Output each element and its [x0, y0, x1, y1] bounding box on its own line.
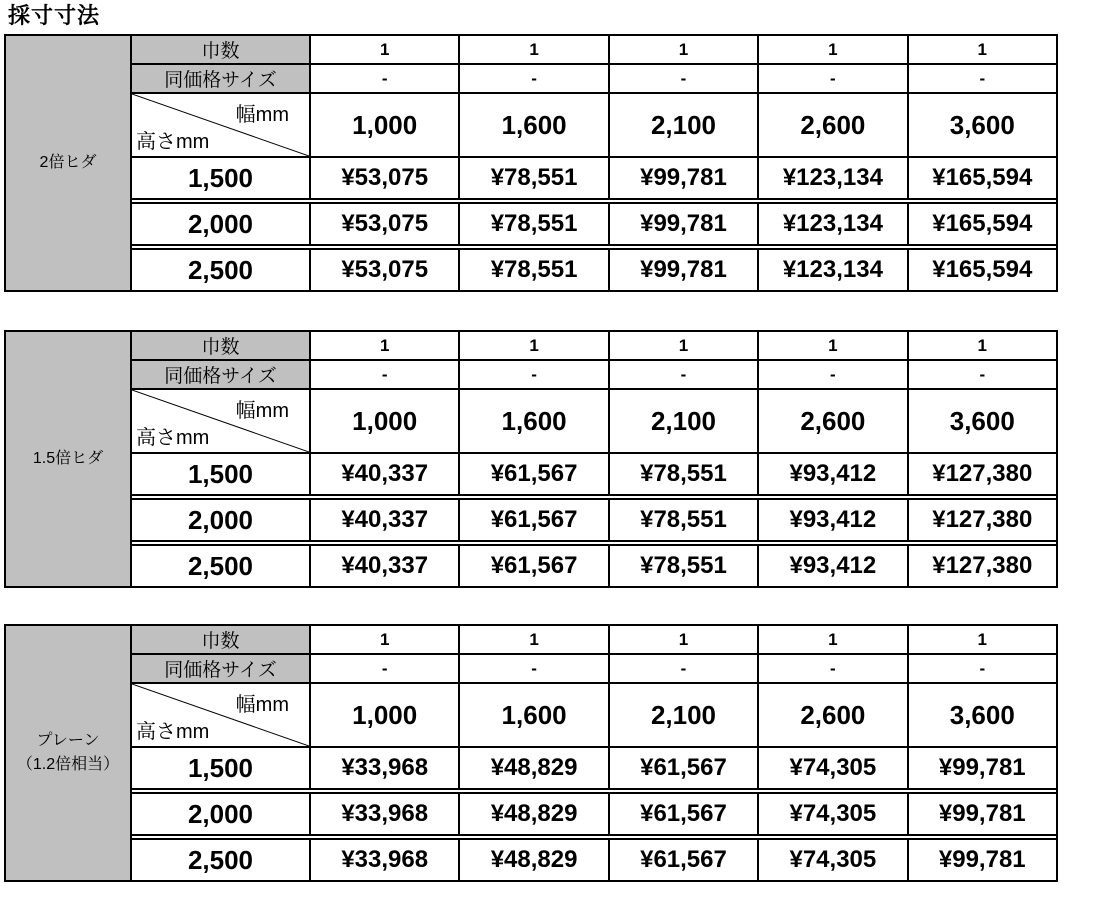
height-value: 2,000 — [131, 203, 310, 245]
height-value: 2,500 — [131, 249, 310, 291]
width-value: 3,600 — [908, 683, 1057, 747]
width-value: 1,600 — [459, 93, 608, 157]
price-table-2x-pleat — [4, 34, 1058, 292]
count-label: 巾数 — [131, 331, 310, 360]
same-size-label: 同価格サイズ — [131, 360, 310, 389]
price-cell: ¥78,551 — [609, 545, 758, 587]
width-value: 3,600 — [908, 389, 1057, 453]
price-cell: ¥74,305 — [758, 839, 907, 881]
table-row — [5, 793, 1057, 835]
count-cell: 1 — [310, 331, 459, 360]
price-cell: ¥78,551 — [459, 157, 608, 199]
width-label: 幅mm — [235, 104, 289, 126]
count-label: 巾数 — [131, 35, 310, 64]
width-height-header — [131, 93, 310, 157]
price-cell: ¥99,781 — [609, 249, 758, 291]
count-cell: 1 — [908, 331, 1057, 360]
price-cell: ¥127,380 — [908, 453, 1057, 495]
same-size-cell: - — [609, 360, 758, 389]
price-cell: ¥93,412 — [758, 453, 907, 495]
height-label: 高さmm — [136, 131, 210, 153]
height-label: 高さmm — [136, 427, 210, 449]
height-value: 1,500 — [131, 157, 310, 199]
same-size-cell: - — [908, 360, 1057, 389]
same-size-cell: - — [758, 64, 907, 93]
page-title: 採寸寸法 — [8, 3, 101, 28]
width-value: 2,600 — [758, 93, 907, 157]
style-label: 1.5倍ヒダ — [5, 331, 131, 587]
price-cell: ¥93,412 — [758, 499, 907, 541]
same-size-cell: - — [459, 360, 608, 389]
width-height-header — [131, 389, 310, 453]
table-row — [5, 545, 1057, 587]
price-cell: ¥61,567 — [609, 793, 758, 835]
price-table-1-5x-pleat — [4, 330, 1058, 588]
width-value: 2,100 — [609, 683, 758, 747]
price-cell: ¥127,380 — [908, 545, 1057, 587]
price-cell: ¥123,134 — [758, 249, 907, 291]
price-cell: ¥78,551 — [459, 249, 608, 291]
table-row — [5, 249, 1057, 291]
table-row — [5, 453, 1057, 495]
price-cell: ¥99,781 — [908, 793, 1057, 835]
price-cell: ¥48,829 — [459, 793, 608, 835]
style-label: 2倍ヒダ — [5, 35, 131, 291]
width-value: 2,100 — [609, 389, 758, 453]
height-value: 2,500 — [131, 545, 310, 587]
width-value: 2,100 — [609, 93, 758, 157]
price-cell: ¥33,968 — [310, 839, 459, 881]
count-cell: 1 — [908, 625, 1057, 654]
height-label: 高さmm — [136, 721, 210, 743]
width-label: 幅mm — [235, 694, 289, 716]
price-cell: ¥127,380 — [908, 499, 1057, 541]
count-cell: 1 — [459, 625, 608, 654]
height-value: 1,500 — [131, 747, 310, 789]
width-value: 2,600 — [758, 683, 907, 747]
price-cell: ¥61,567 — [609, 747, 758, 789]
width-value: 1,600 — [459, 683, 608, 747]
price-cell: ¥53,075 — [310, 203, 459, 245]
price-cell: ¥78,551 — [609, 453, 758, 495]
width-value: 1,000 — [310, 683, 459, 747]
style-label: プレーン （1.2倍相当） — [5, 625, 131, 881]
price-cell: ¥165,594 — [908, 157, 1057, 199]
price-cell: ¥165,594 — [908, 203, 1057, 245]
count-cell: 1 — [459, 35, 608, 64]
same-size-cell: - — [908, 654, 1057, 683]
table-row — [5, 203, 1057, 245]
price-cell: ¥99,781 — [908, 747, 1057, 789]
height-value: 2,000 — [131, 499, 310, 541]
price-cell: ¥40,337 — [310, 453, 459, 495]
price-cell: ¥123,134 — [758, 203, 907, 245]
price-cell: ¥165,594 — [908, 249, 1057, 291]
price-cell: ¥40,337 — [310, 545, 459, 587]
same-size-cell: - — [459, 654, 608, 683]
price-cell: ¥61,567 — [459, 545, 608, 587]
price-table-plain — [4, 624, 1058, 882]
same-size-label: 同価格サイズ — [131, 654, 310, 683]
price-cell: ¥61,567 — [459, 453, 608, 495]
same-size-cell: - — [310, 64, 459, 93]
table-row — [5, 499, 1057, 541]
same-size-cell: - — [459, 64, 608, 93]
width-value: 3,600 — [908, 93, 1057, 157]
price-cell: ¥99,781 — [908, 839, 1057, 881]
table-row — [5, 839, 1057, 881]
width-value: 1,000 — [310, 389, 459, 453]
count-cell: 1 — [758, 35, 907, 64]
count-cell: 1 — [609, 331, 758, 360]
same-size-cell: - — [758, 654, 907, 683]
width-value: 1,000 — [310, 93, 459, 157]
same-size-cell: - — [609, 654, 758, 683]
count-cell: 1 — [758, 625, 907, 654]
price-cell: ¥99,781 — [609, 157, 758, 199]
count-cell: 1 — [310, 625, 459, 654]
width-value: 1,600 — [459, 389, 608, 453]
height-value: 1,500 — [131, 453, 310, 495]
price-cell: ¥53,075 — [310, 157, 459, 199]
same-size-cell: - — [609, 64, 758, 93]
price-cell: ¥53,075 — [310, 249, 459, 291]
price-cell: ¥74,305 — [758, 793, 907, 835]
width-label: 幅mm — [235, 400, 289, 422]
price-cell: ¥99,781 — [609, 203, 758, 245]
price-cell: ¥61,567 — [459, 499, 608, 541]
width-height-header — [131, 683, 310, 747]
count-label: 巾数 — [131, 625, 310, 654]
same-size-cell: - — [310, 654, 459, 683]
count-cell: 1 — [758, 331, 907, 360]
count-cell: 1 — [609, 625, 758, 654]
price-cell: ¥61,567 — [609, 839, 758, 881]
count-cell: 1 — [908, 35, 1057, 64]
height-value: 2,000 — [131, 793, 310, 835]
same-size-label: 同価格サイズ — [131, 64, 310, 93]
count-cell: 1 — [459, 331, 608, 360]
price-cell: ¥78,551 — [609, 499, 758, 541]
same-size-cell: - — [908, 64, 1057, 93]
count-cell: 1 — [609, 35, 758, 64]
width-value: 2,600 — [758, 389, 907, 453]
table-row — [5, 157, 1057, 199]
same-size-cell: - — [310, 360, 459, 389]
price-cell: ¥78,551 — [459, 203, 608, 245]
price-cell: ¥40,337 — [310, 499, 459, 541]
height-value: 2,500 — [131, 839, 310, 881]
price-cell: ¥123,134 — [758, 157, 907, 199]
price-cell: ¥48,829 — [459, 747, 608, 789]
price-cell: ¥33,968 — [310, 793, 459, 835]
table-row — [5, 747, 1057, 789]
count-cell: 1 — [310, 35, 459, 64]
price-cell: ¥33,968 — [310, 747, 459, 789]
price-cell: ¥48,829 — [459, 839, 608, 881]
price-cell: ¥93,412 — [758, 545, 907, 587]
price-cell: ¥74,305 — [758, 747, 907, 789]
same-size-cell: - — [758, 360, 907, 389]
